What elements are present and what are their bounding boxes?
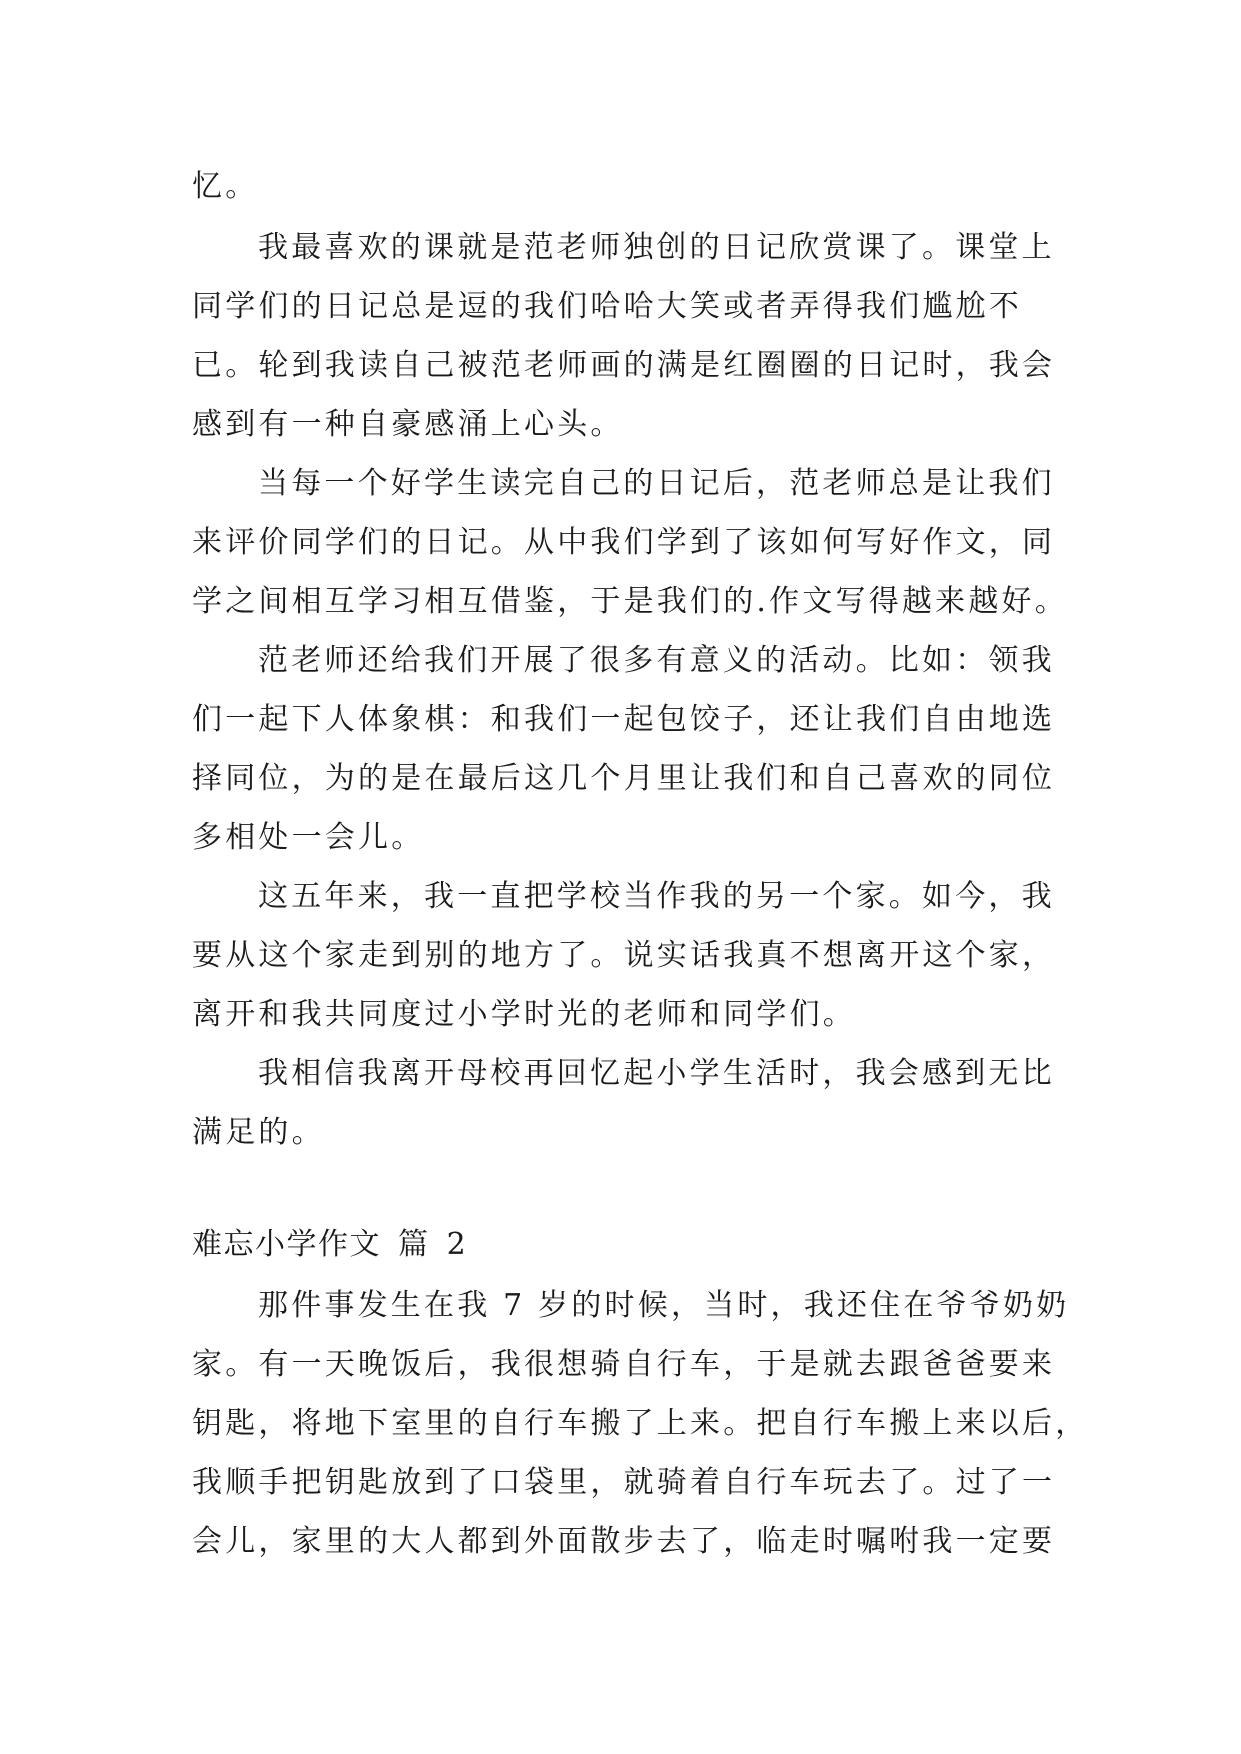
text-line: 满足的。 xyxy=(192,1115,325,1150)
paragraph-first-line: 范老师还给我们开展了很多有意义的活动。比如：领我 xyxy=(258,643,1055,678)
text-line: 会儿，家里的大人都到外面散步去了，临走时嘱咐我一定要 xyxy=(192,1524,1056,1559)
paragraph-first-line: 当每一个好学生读完自己的日记后，范老师总是让我们 xyxy=(258,466,1055,501)
paragraph-first-line: 那件事发生在我 7 岁的时候，当时，我还住在爷爷奶奶 xyxy=(258,1288,1070,1323)
section-heading: 难忘小学作文 篇 2 xyxy=(192,1227,468,1262)
text-line: 来评价同学们的日记。从中我们学到了该如何写好作文，同 xyxy=(192,525,1056,560)
text-line: 学之间相互学习相互借鉴，于是我们的.作文写得越来越好。 xyxy=(192,584,1068,619)
text-line: 忆。 xyxy=(192,169,259,204)
text-line: 家。有一天晚饭后，我很想骑自行车，于是就去跟爸爸要来 xyxy=(192,1347,1056,1382)
text-line: 们一起下人体象棋：和我们一起包饺子，还让我们自由地选 xyxy=(192,702,1056,737)
text-line: 钥匙，将地下室里的自行车搬了上来。把自行车搬上来以后， xyxy=(192,1406,1089,1441)
text-line: 已。轮到我读自己被范老师画的满是红圈圈的日记时，我会 xyxy=(192,348,1056,383)
text-line: 离开和我共同度过小学时光的老师和同学们。 xyxy=(192,997,856,1032)
text-line: 我顺手把钥匙放到了口袋里，就骑着自行车玩去了。过了一 xyxy=(192,1465,1056,1500)
text-line: 要从这个家走到别的地方了。说实话我真不想离开这个家， xyxy=(192,938,1056,973)
text-line: 感到有一种自豪感涌上心头。 xyxy=(192,407,624,442)
paragraph-first-line: 我最喜欢的课就是范老师独创的日记欣赏课了。课堂上 xyxy=(258,230,1055,265)
text-line: 多相处一会儿。 xyxy=(192,820,425,855)
text-line: 择同位，为的是在最后这几个月里让我们和自己喜欢的同位 xyxy=(192,761,1056,796)
text-line: 同学们的日记总是逗的我们哈哈大笑或者弄得我们尴尬不 xyxy=(192,289,1022,324)
paragraph-first-line: 我相信我离开母校再回忆起小学生活时，我会感到无比 xyxy=(258,1056,1055,1091)
paragraph-first-line: 这五年来，我一直把学校当作我的另一个家。如今，我 xyxy=(258,879,1055,914)
